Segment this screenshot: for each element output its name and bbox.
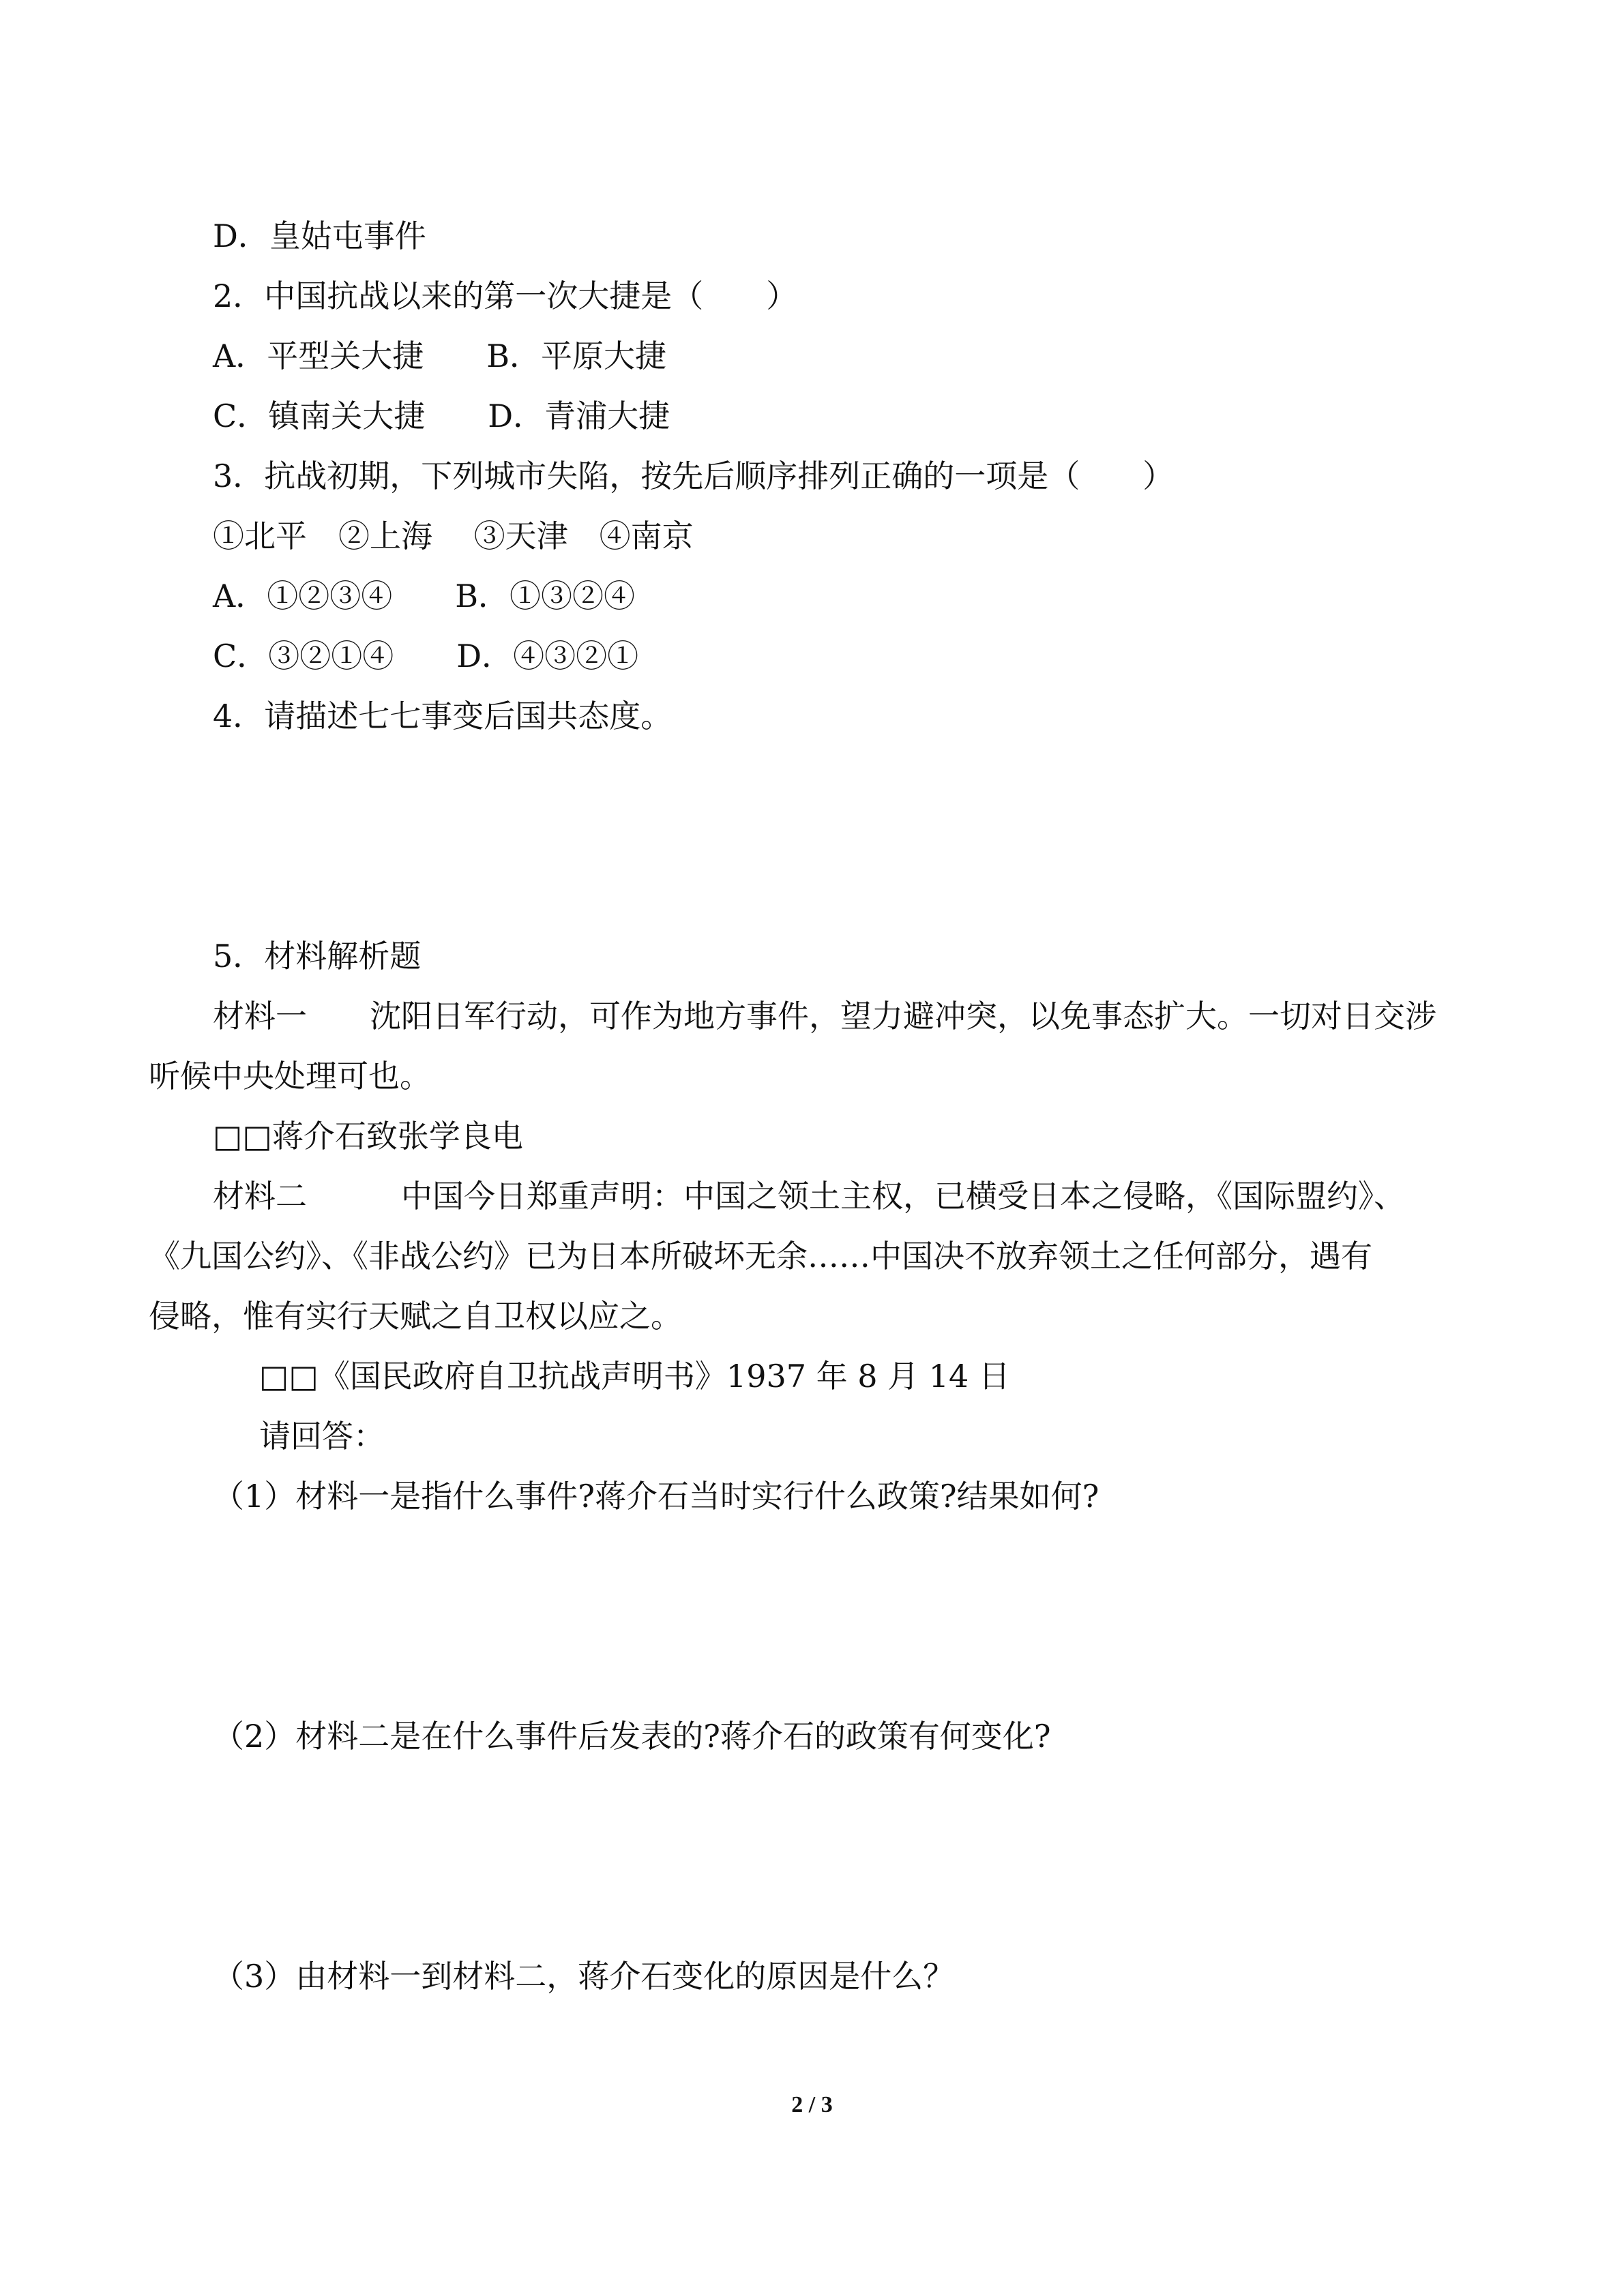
q3-options-cd: C．③②①④ D．④③②① — [213, 638, 639, 674]
q2-stem: 2．中国抗战以来的第一次大捷是（ ） — [213, 278, 798, 314]
q5-title: 5．材料解析题 — [213, 938, 422, 974]
q3-city-list: ①北平 ②上海 ③天津 ④南京 — [213, 518, 694, 554]
sub-question-1: （1）材料一是指什么事件?蒋介石当时实行什么政策?结果如何? — [213, 1478, 1099, 1515]
material1-line: 材料一 沈阳日军行动，可作为地方事件，望力避冲突，以免事态扩大。一切对日交涉 — [213, 998, 1436, 1034]
material1-source: □□蒋介石致张学良电 — [213, 1118, 523, 1154]
material2-source: □□《国民政府自卫抗战声明书》1937 年 8 月 14 日 — [259, 1358, 1010, 1395]
sub-question-2: （2）材料二是在什么事件后发表的?蒋介石的政策有何变化? — [213, 1718, 1051, 1755]
q2-options-ab: A．平型关大捷 B．平原大捷 — [213, 338, 667, 374]
q3-stem: 3．抗战初期，下列城市失陷，按先后顺序排列正确的一项是（ ） — [213, 458, 1175, 494]
page-number: 2 / 3 — [791, 2092, 833, 2117]
material1-line: 听候中央处理可也。 — [149, 1058, 431, 1094]
material2-line: 侵略，惟有实行天赋之自卫权以应之。 — [149, 1298, 682, 1335]
q2-options-cd: C．镇南关大捷 D．青浦大捷 — [213, 398, 670, 434]
material2-line: 《九国公约》、《非战公约》已为日本所破坏无余……中国决不放弃领土之任何部分，遇有 — [149, 1238, 1372, 1274]
answer-prompt: 请回答： — [259, 1418, 385, 1455]
sub-question-3: （3）由材料一到材料二，蒋介石变化的原因是什么？ — [213, 1958, 955, 1995]
material2-line: 材料二 中国今日郑重声明：中国之领土主权，已横受日本之侵略，《国际盟约》、 — [213, 1178, 1405, 1214]
q1-option-d: D．皇姑屯事件 — [213, 218, 426, 254]
q4-stem: 4．请描述七七事变后国共态度。 — [213, 698, 673, 734]
q3-options-ab: A．①②③④ B．①③②④ — [213, 578, 636, 614]
